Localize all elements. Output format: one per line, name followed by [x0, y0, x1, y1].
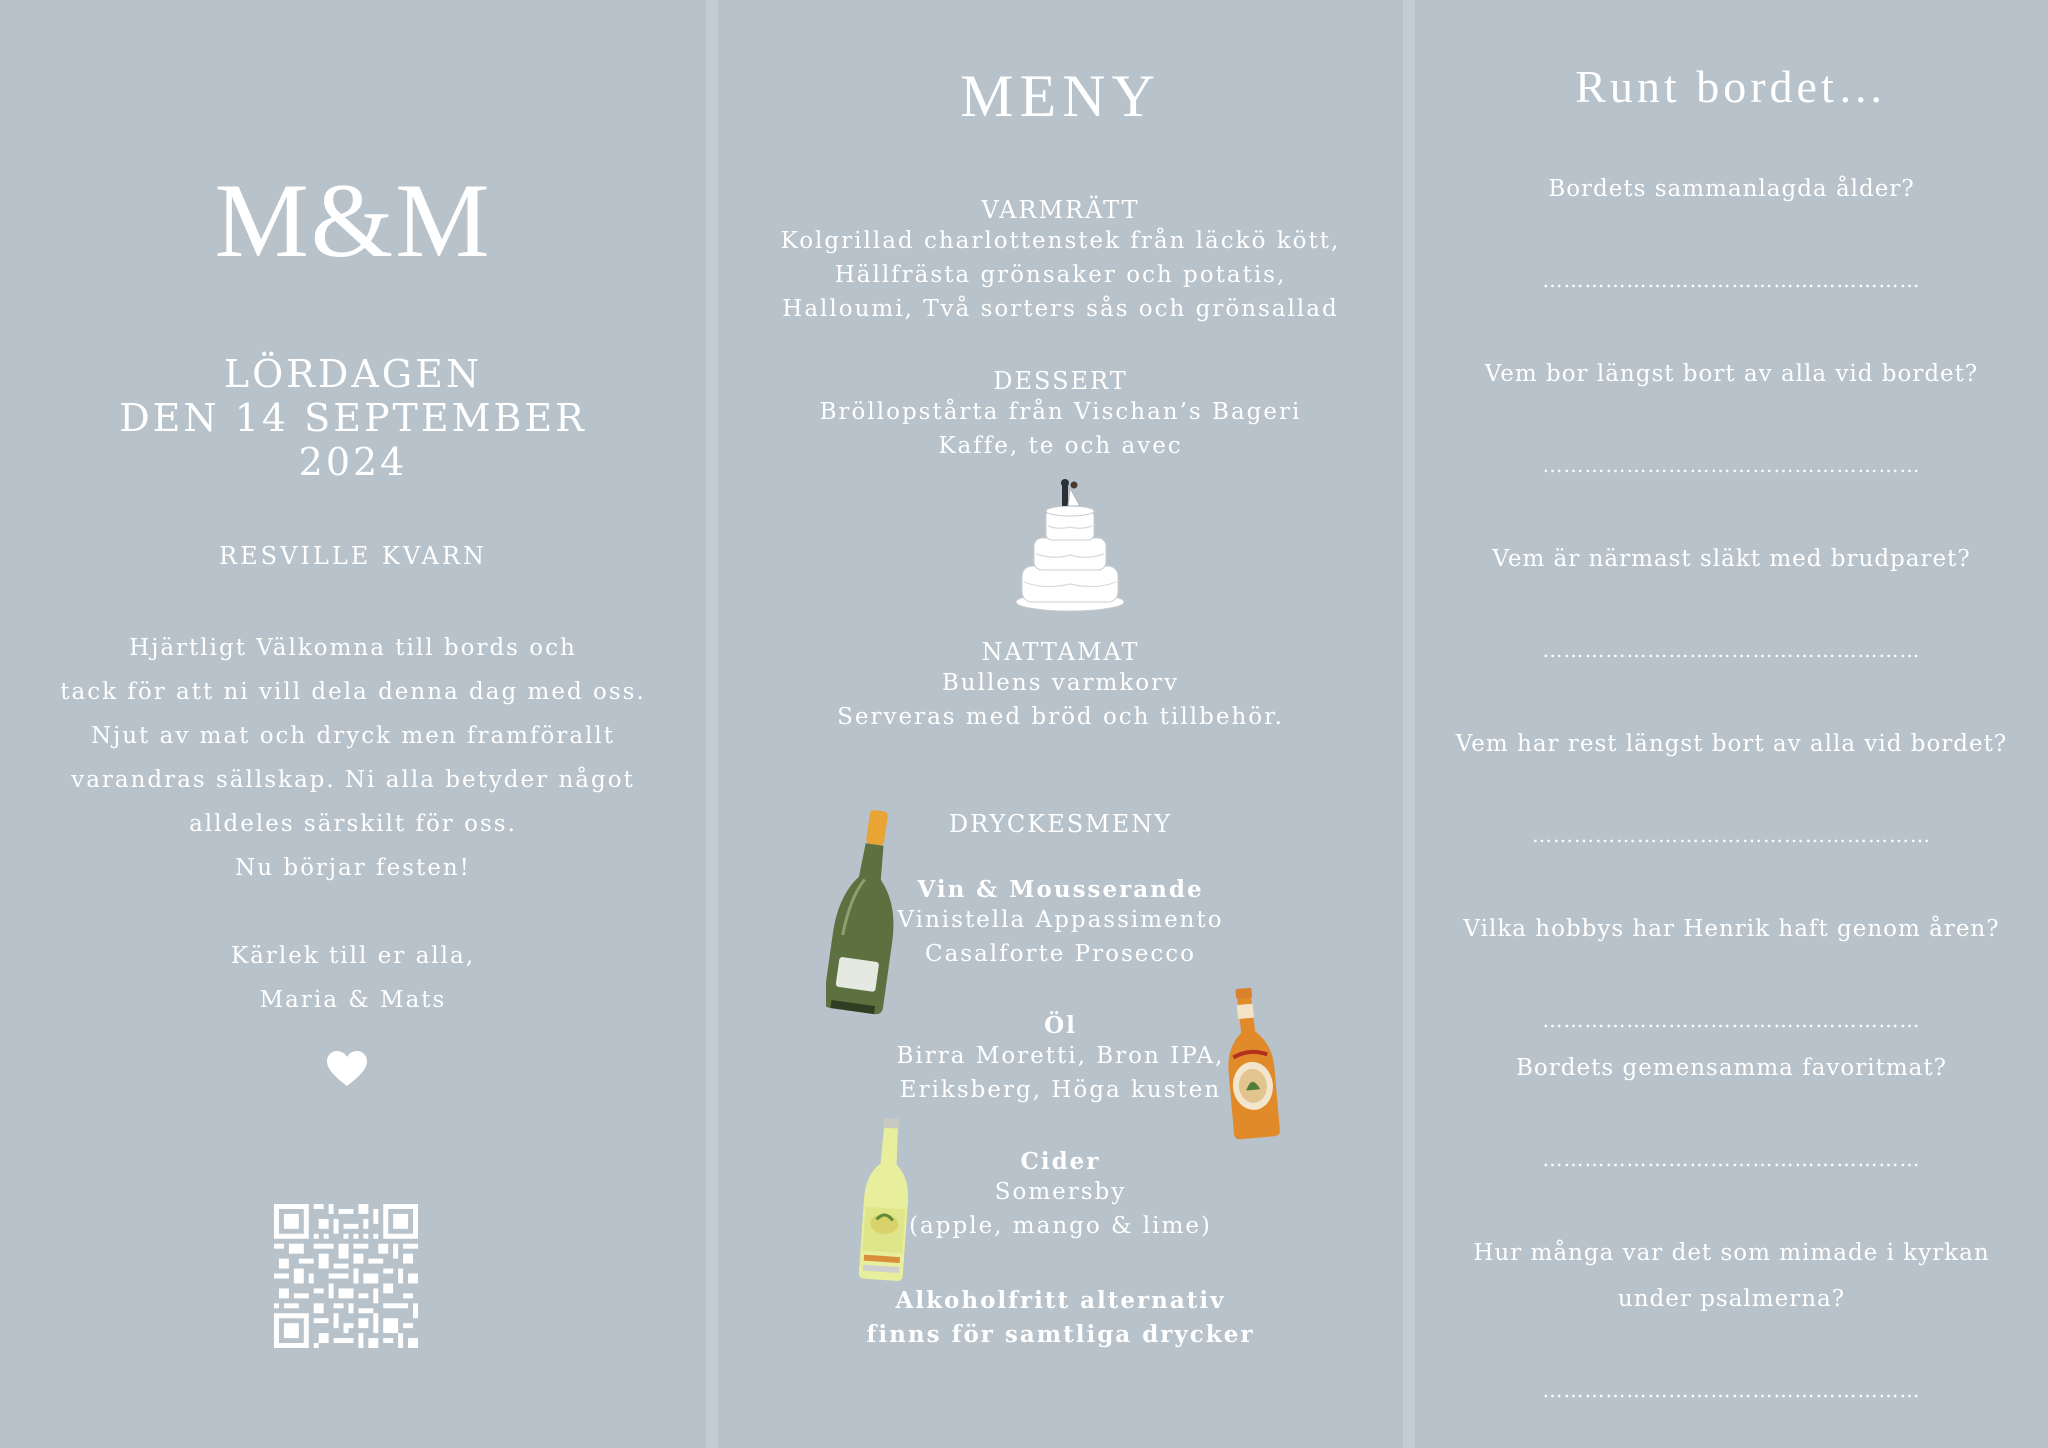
dessert-section	[718, 367, 1403, 463]
varmratt-section	[718, 196, 1403, 326]
welcome-line: varandras sällskap. Ni alla betyder något	[71, 767, 635, 793]
question: Vem är närmast släkt med brudparet?	[1492, 546, 1971, 572]
question: Bordets sammanlagda ålder?	[1548, 176, 1915, 202]
menu-item: Vinistella Appassimento	[897, 907, 1224, 933]
dessert-heading: DESSERT	[993, 367, 1128, 395]
beer-section	[718, 1012, 1403, 1107]
question: Bordets gemensamma favoritmat?	[1516, 1055, 1947, 1081]
date-line-3: 2024	[298, 440, 408, 484]
menu-item: Kaffe, te och avec	[938, 433, 1183, 459]
menu-item: Serveras med bröd och tillbehör.	[837, 704, 1284, 730]
answer-line: ………………………………………………	[1542, 1147, 1921, 1171]
question: Hur många var det som mimade i kyrkan	[1473, 1240, 1990, 1266]
menu-item: Somersby	[994, 1179, 1127, 1205]
answer-line: ………………………………………………	[1542, 453, 1921, 477]
wine-heading: Vin & Mousserande	[917, 876, 1204, 903]
answer-line: ………………………………………………	[1542, 1378, 1921, 1402]
wedding-date	[0, 352, 706, 484]
menu-item: Bröllopstårta från Vischan’s Bageri	[819, 399, 1302, 425]
question: Vem bor längst bort av alla vid bordet?	[1484, 361, 1979, 387]
date-line-1: LÖRDAGEN	[223, 352, 483, 396]
answer-line: …………………………………………………	[1532, 823, 1931, 847]
answer-line: ………………………………………………	[1542, 1008, 1921, 1032]
welcome-line: Hjärtligt Välkomna till bords och	[129, 635, 577, 661]
menu-item: Casalforte Prosecco	[924, 941, 1197, 967]
non-alcoholic-line-2: finns för samtliga drycker	[866, 1321, 1255, 1348]
cider-section	[718, 1148, 1403, 1243]
answer-line: ………………………………………………	[1542, 638, 1921, 662]
menu-item: Hällfrästa grönsaker och potatis,	[834, 262, 1287, 288]
fold-divider	[1403, 0, 1415, 1448]
menu-item: Birra Moretti, Bron IPA,	[896, 1043, 1225, 1069]
non-alcoholic-note	[718, 1284, 1403, 1352]
varmratt-heading: VARMRÄTT	[981, 196, 1140, 224]
nattamat-heading: NATTAMAT	[981, 638, 1140, 666]
qr-code-icon	[274, 1204, 418, 1348]
menu-panel	[718, 0, 1403, 1448]
question: under psalmerna?	[1617, 1286, 1846, 1312]
signature: Maria & Mats	[259, 987, 447, 1013]
welcome-line: Nu börjar festen!	[235, 855, 471, 881]
wine-section	[718, 876, 1403, 971]
nattamat-section	[718, 638, 1403, 734]
welcome-text	[0, 626, 706, 1022]
closing-line: Kärlek till er alla,	[230, 943, 476, 969]
menu-item: Halloumi, Två sorters sås och grönsallad	[782, 296, 1339, 322]
monogram: M&M	[214, 162, 492, 279]
date-line-2: DEN 14 SEPTEMBER	[119, 396, 587, 440]
welcome-line: Njut av mat och dryck men framförallt	[90, 723, 615, 749]
cider-heading: Cider	[1020, 1148, 1101, 1175]
welcome-line: alldeles särskilt för oss.	[189, 811, 517, 837]
menu-item: (apple, mango & lime)	[909, 1213, 1212, 1239]
venue: RESVILLE KVARN	[219, 542, 487, 570]
questions-title: Runt bordet…	[1575, 61, 1888, 112]
drinks-heading: DRYCKESMENY	[948, 810, 1173, 838]
wedding-cake-icon	[1014, 474, 1126, 614]
question: Vilka hobbys har Henrik haft genom åren?	[1463, 916, 2000, 942]
welcome-line: tack för att ni vill dela denna dag med oss.	[60, 679, 646, 705]
question: Vem har rest längst bort av alla vid bordet?	[1455, 731, 2008, 757]
menu-item: Eriksberg, Höga kusten	[899, 1077, 1222, 1103]
table-questions-panel	[1415, 0, 2048, 1448]
menu-title: MENY	[960, 63, 1161, 129]
menu-item: Kolgrillad charlottenstek från läckö kött,	[780, 228, 1341, 254]
left-panel	[0, 0, 706, 1448]
fold-divider	[706, 0, 718, 1448]
non-alcoholic-line-1: Alkoholfritt alternativ	[895, 1287, 1226, 1314]
menu-item: Bullens varmkorv	[941, 670, 1180, 696]
heart-icon	[0, 1050, 706, 1092]
beer-heading: Öl	[1044, 1012, 1077, 1039]
answer-line: ………………………………………………	[1542, 268, 1921, 292]
